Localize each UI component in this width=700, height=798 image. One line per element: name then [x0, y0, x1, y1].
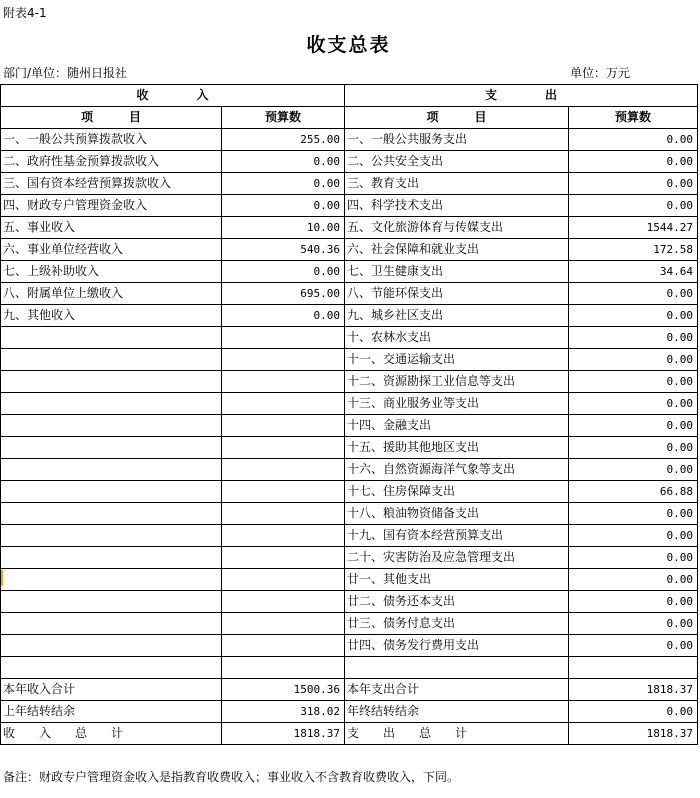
- expense-header: 支 出: [345, 85, 698, 107]
- expense-item-cell[interactable]: 九、城乡社区支出: [345, 305, 569, 327]
- table-row: [1, 503, 698, 525]
- expense-value-cell[interactable]: 0.00: [569, 283, 698, 305]
- income-item-cell[interactable]: 六、事业单位经营收入: [1, 239, 222, 261]
- table-row: [1, 657, 698, 679]
- income-value-cell[interactable]: [222, 459, 345, 481]
- income-item-cell[interactable]: [1, 437, 222, 459]
- table-row: [1, 437, 698, 459]
- income-item-cell[interactable]: 收 入 总 计: [1, 723, 222, 745]
- expense-item-cell[interactable]: 廿三、债务付息支出: [345, 613, 569, 635]
- table-row: [1, 569, 698, 591]
- expense-value-cell[interactable]: 0.00: [569, 701, 698, 723]
- income-item-cell[interactable]: 四、财政专户管理资金收入: [1, 195, 222, 217]
- table-row: [1, 679, 698, 701]
- income-item-cell[interactable]: [1, 547, 222, 569]
- income-item-cell[interactable]: [1, 459, 222, 481]
- expense-item-cell[interactable]: 廿四、债务发行费用支出: [345, 635, 569, 657]
- table-row: [1, 393, 698, 415]
- expense-value-cell[interactable]: 0.00: [569, 525, 698, 547]
- page-title: 收支总表: [306, 34, 391, 56]
- income-value-cell[interactable]: 0.00: [222, 151, 345, 173]
- income-item-cell[interactable]: 八、附属单位上缴收入: [1, 283, 222, 305]
- expense-value-cell[interactable]: 1544.27: [569, 217, 698, 239]
- table-row: [1, 327, 698, 349]
- expense-value-cell[interactable]: 0.00: [569, 415, 698, 437]
- income-value-cell[interactable]: 0.00: [222, 173, 345, 195]
- expense-value-cell[interactable]: 0.00: [569, 305, 698, 327]
- expense-value-cell[interactable]: 0.00: [569, 569, 698, 591]
- expense-item-cell[interactable]: 二十、灾害防治及应急管理支出: [345, 547, 569, 569]
- table-row: [1, 635, 698, 657]
- income-budget-header: 预算数: [222, 107, 345, 129]
- income-value-cell[interactable]: 10.00: [222, 217, 345, 239]
- income-value-cell[interactable]: 695.00: [222, 283, 345, 305]
- income-item-cell[interactable]: 七、上级补助收入: [1, 261, 222, 283]
- income-value-cell[interactable]: 540.36: [222, 239, 345, 261]
- income-value-cell[interactable]: [222, 327, 345, 349]
- income-value-cell[interactable]: [222, 657, 345, 679]
- expense-item-cell[interactable]: 十五、援助其他地区支出: [345, 437, 569, 459]
- expense-value-cell[interactable]: 0.00: [569, 173, 698, 195]
- income-item-cell[interactable]: 五、事业收入: [1, 217, 222, 239]
- expense-item-cell[interactable]: 一、一般公共服务支出: [345, 129, 569, 151]
- income-item-cell[interactable]: [1, 393, 222, 415]
- table-row: [1, 459, 698, 481]
- income-value-cell[interactable]: [222, 415, 345, 437]
- table-row: [1, 283, 698, 305]
- section-header-row: [1, 85, 698, 107]
- table-row: [1, 525, 698, 547]
- budget-table: [0, 84, 698, 745]
- table-row: [1, 217, 698, 239]
- column-header-row: [1, 107, 698, 129]
- income-value-cell[interactable]: [222, 437, 345, 459]
- budget-table-container: [0, 84, 698, 745]
- expense-item-cell[interactable]: 五、文化旅游体育与传媒支出: [345, 217, 569, 239]
- expense-item-cell[interactable]: 十三、商业服务业等支出: [345, 393, 569, 415]
- income-value-cell[interactable]: [222, 591, 345, 613]
- income-value-cell[interactable]: [222, 349, 345, 371]
- expense-item-cell[interactable]: 本年支出合计: [345, 679, 569, 701]
- table-row: [1, 151, 698, 173]
- income-item-cell[interactable]: [1, 327, 222, 349]
- sheet-label: 附表4-1: [3, 6, 47, 20]
- income-item-cell[interactable]: 本年收入合计: [1, 679, 222, 701]
- expense-item-cell[interactable]: 四、科学技术支出: [345, 195, 569, 217]
- expense-value-cell[interactable]: 0.00: [569, 129, 698, 151]
- income-item-cell[interactable]: [1, 525, 222, 547]
- table-row: [1, 195, 698, 217]
- expense-item-cell[interactable]: 廿二、债务还本支出: [345, 591, 569, 613]
- table-row: [1, 129, 698, 151]
- expense-value-cell[interactable]: 1818.37: [569, 679, 698, 701]
- income-value-cell[interactable]: [222, 569, 345, 591]
- expense-value-cell[interactable]: 172.58: [569, 239, 698, 261]
- income-item-cell[interactable]: [1, 371, 222, 393]
- expense-item-cell[interactable]: 廿一、其他支出: [345, 569, 569, 591]
- income-value-cell[interactable]: [222, 635, 345, 657]
- expense-value-cell[interactable]: 0.00: [569, 437, 698, 459]
- table-row: [1, 613, 698, 635]
- expense-value-cell[interactable]: 0.00: [569, 151, 698, 173]
- unit-label: 单位：万元: [570, 66, 631, 80]
- table-row: [1, 701, 698, 723]
- department-label: 部门/单位：随州日报社: [3, 66, 128, 80]
- expense-item-cell[interactable]: 十八、粮油物资储备支出: [345, 503, 569, 525]
- table-row: [1, 261, 698, 283]
- income-value-cell[interactable]: 0.00: [222, 195, 345, 217]
- expense-value-cell[interactable]: 0.00: [569, 591, 698, 613]
- table-row: [1, 349, 698, 371]
- income-item-cell[interactable]: [1, 503, 222, 525]
- expense-item-cell[interactable]: 十一、交通运输支出: [345, 349, 569, 371]
- expense-value-cell[interactable]: 0.00: [569, 613, 698, 635]
- expense-item-header: 项 目: [345, 107, 569, 129]
- income-item-header: 项 目: [1, 107, 222, 129]
- expense-item-cell[interactable]: 八、节能环保支出: [345, 283, 569, 305]
- income-value-cell[interactable]: [222, 547, 345, 569]
- income-item-cell[interactable]: 一、一般公共预算拨款收入: [1, 129, 222, 151]
- income-value-cell[interactable]: [222, 393, 345, 415]
- expense-budget-header: 预算数: [569, 107, 698, 129]
- expense-value-cell[interactable]: 0.00: [569, 349, 698, 371]
- expense-item-cell[interactable]: 十九、国有资本经营预算支出: [345, 525, 569, 547]
- expense-item-cell[interactable]: 二、公共安全支出: [345, 151, 569, 173]
- table-row: [1, 481, 698, 503]
- expense-value-cell[interactable]: 0.00: [569, 547, 698, 569]
- income-item-cell[interactable]: 上年结转结余: [1, 701, 222, 723]
- income-value-cell[interactable]: 318.02: [222, 701, 345, 723]
- income-value-cell[interactable]: [222, 503, 345, 525]
- expense-value-cell[interactable]: 0.00: [569, 503, 698, 525]
- expense-item-cell[interactable]: 十七、住房保障支出: [345, 481, 569, 503]
- expense-value-cell[interactable]: 0.00: [569, 635, 698, 657]
- expense-item-cell[interactable]: 三、教育支出: [345, 173, 569, 195]
- expense-item-cell[interactable]: 十四、金融支出: [345, 415, 569, 437]
- table-row: [1, 591, 698, 613]
- expense-value-cell[interactable]: 34.64: [569, 261, 698, 283]
- income-value-cell[interactable]: 0.00: [222, 261, 345, 283]
- expense-value-cell[interactable]: 0.00: [569, 327, 698, 349]
- income-value-cell[interactable]: [222, 481, 345, 503]
- table-row: [1, 547, 698, 569]
- table-row: [1, 239, 698, 261]
- expense-item-cell[interactable]: 十、农林水支出: [345, 327, 569, 349]
- income-value-cell[interactable]: [222, 371, 345, 393]
- expense-value-cell[interactable]: 0.00: [569, 393, 698, 415]
- income-item-cell[interactable]: [1, 613, 222, 635]
- income-item-cell[interactable]: [1, 591, 222, 613]
- expense-item-cell[interactable]: [345, 657, 569, 679]
- expense-value-cell[interactable]: 0.00: [569, 459, 698, 481]
- income-value-cell[interactable]: [222, 613, 345, 635]
- expense-item-cell[interactable]: 六、社会保障和就业支出: [345, 239, 569, 261]
- income-item-cell[interactable]: [1, 657, 222, 679]
- income-value-cell[interactable]: 0.00: [222, 305, 345, 327]
- income-item-cell[interactable]: 三、国有资本经营预算拨款收入: [1, 173, 222, 195]
- income-item-cell[interactable]: [1, 415, 222, 437]
- income-value-cell[interactable]: [222, 525, 345, 547]
- income-value-cell[interactable]: 1818.37: [222, 723, 345, 745]
- income-value-cell[interactable]: 255.00: [222, 129, 345, 151]
- expense-value-cell[interactable]: 66.88: [569, 481, 698, 503]
- expense-value-cell[interactable]: 1818.37: [569, 723, 698, 745]
- expense-item-cell[interactable]: 七、卫生健康支出: [345, 261, 569, 283]
- expense-value-cell[interactable]: [569, 657, 698, 679]
- expense-item-cell[interactable]: 十六、自然资源海洋气象等支出: [345, 459, 569, 481]
- table-row: [1, 371, 698, 393]
- income-item-cell[interactable]: [1, 481, 222, 503]
- table-row: [1, 173, 698, 195]
- income-item-cell[interactable]: [1, 349, 222, 371]
- expense-value-cell[interactable]: 0.00: [569, 195, 698, 217]
- income-header: 收 入: [1, 85, 345, 107]
- income-item-cell[interactable]: 九、其他收入: [1, 305, 222, 327]
- expense-item-cell[interactable]: 年终结转结余: [345, 701, 569, 723]
- table-row: [1, 723, 698, 745]
- expense-item-cell[interactable]: 支 出 总 计: [345, 723, 569, 745]
- expense-value-cell[interactable]: 0.00: [569, 371, 698, 393]
- income-item-cell[interactable]: [1, 569, 222, 591]
- income-value-cell[interactable]: 1500.36: [222, 679, 345, 701]
- table-row: [1, 415, 698, 437]
- footnote: 备注：财政专户管理资金收入是指教育收费收入；事业收入不含教育收费收入，下同。: [3, 770, 460, 784]
- table-row: [1, 305, 698, 327]
- income-item-cell[interactable]: 二、政府性基金预算拨款收入: [1, 151, 222, 173]
- income-item-cell[interactable]: [1, 635, 222, 657]
- expense-item-cell[interactable]: 十二、资源勘探工业信息等支出: [345, 371, 569, 393]
